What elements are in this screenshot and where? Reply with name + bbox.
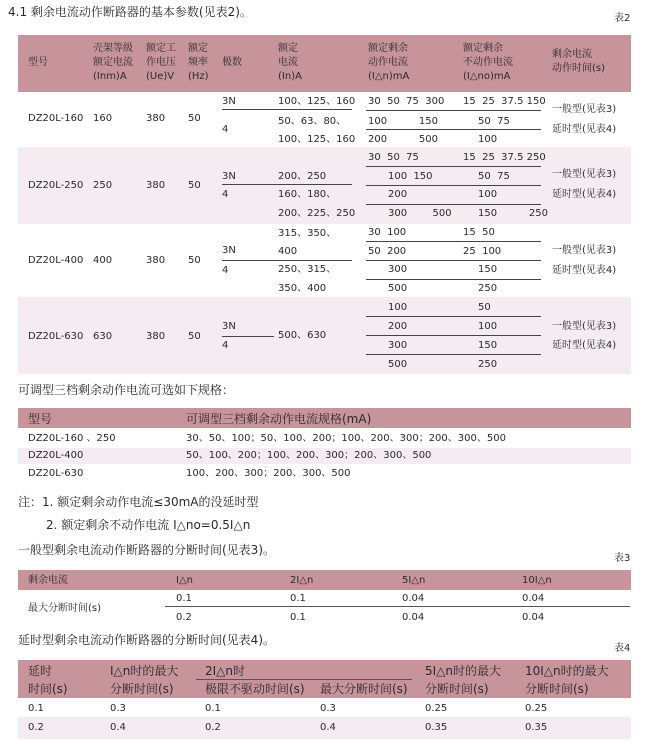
hdr-current-2: 电流 — [278, 57, 298, 68]
t4-cell: 0.35 — [425, 722, 448, 733]
cell-nonop: 100 — [478, 189, 498, 200]
cell-poles: 3N — [222, 96, 236, 107]
hdr-op-1: 额定剩余 — [368, 43, 408, 54]
cell-nonop: 15 25 37.5 150 — [463, 96, 546, 107]
cell-type: 延时型(见表4) — [552, 340, 617, 351]
t3-cell: 0.1 — [290, 612, 306, 623]
cell-op: 50 200 — [368, 246, 407, 257]
t3-hdr: 剩余电流 — [28, 575, 68, 586]
cell-frame: 630 — [93, 331, 113, 342]
cell-poles: 4 — [222, 124, 229, 135]
table4-label: 表4 — [614, 643, 631, 654]
cell-current: 315、350、 — [278, 228, 337, 239]
divider — [366, 166, 541, 167]
cell-nonop: 100 — [478, 134, 498, 145]
cell-op: 300 — [388, 340, 408, 351]
t3-cell: 0.1 — [176, 593, 192, 604]
hdr-voltage-1: 额定工 — [146, 43, 176, 54]
table4-title: 延时型剩余电流动作断路器的分断时间(见表4)。 — [18, 633, 275, 647]
cell-frame: 160 — [93, 113, 113, 124]
cell-voltage: 380 — [146, 113, 166, 124]
cell-op: 30 100 — [368, 227, 407, 238]
cell-op: 100 150 — [368, 116, 438, 127]
cell-type: 延时型(见表4) — [552, 124, 617, 135]
divider — [222, 109, 352, 110]
hdr-time-2: 动作时间(s) — [552, 63, 606, 74]
cell-current: 400 — [278, 246, 298, 257]
cell-current: 350、400 — [278, 283, 327, 294]
cell-voltage: 380 — [146, 180, 166, 191]
cell-nonop: 150 250 — [478, 208, 548, 219]
cell-poles: 4 — [222, 265, 229, 276]
divider — [366, 335, 541, 336]
t4-cell: 0.1 — [28, 703, 44, 714]
hdr-voltage-3: (Ue)V — [146, 71, 175, 82]
hdr-current-1: 额定 — [278, 43, 298, 54]
t4-cell: 0.2 — [28, 722, 44, 733]
hdr-freq-1: 额定 — [188, 43, 208, 54]
cell-poles: 4 — [222, 340, 229, 351]
cell-nonop: 15 50 — [463, 227, 495, 238]
hdr-frame-1: 壳架等级 — [93, 43, 133, 54]
cell-op: 100 150 — [388, 171, 433, 182]
cell-type: 一般型(见表3) — [552, 321, 617, 332]
t3-cell: 0.04 — [402, 612, 425, 623]
cell-voltage: 380 — [146, 331, 166, 342]
cell-nonop: 250 — [478, 359, 498, 370]
t3-cell: 0.1 — [290, 593, 306, 604]
divider — [366, 110, 541, 111]
cell-freq: 50 — [188, 113, 201, 124]
section-title: 4.1 剩余电流动作断路器的基本参数(见表2)。 — [8, 5, 252, 19]
adj-cell-spec: 100、200、300；200、300、500 — [186, 468, 351, 479]
hdr-time-1: 剩余电流 — [552, 49, 592, 60]
cell-nonop: 150 — [478, 340, 498, 351]
hdr-voltage-2: 作电压 — [146, 57, 176, 68]
t4-cell: 0.35 — [525, 722, 548, 733]
note-2: 2. 额定剩余不动作电流 I△no=0.5I△n — [46, 518, 251, 532]
t4-hdr: 时间(s) — [28, 682, 68, 696]
cell-nonop: 250 — [478, 283, 498, 294]
t4-cell: 0.25 — [525, 703, 548, 714]
divider — [366, 129, 541, 130]
t4-cell: 0.25 — [425, 703, 448, 714]
t3-cell: 0.2 — [176, 612, 192, 623]
t3-cell: 0.04 — [522, 612, 545, 623]
divider — [366, 185, 541, 186]
t3-row-label: 最大分断时间(s) — [28, 603, 102, 614]
cell-nonop: 25 100 — [463, 246, 502, 257]
divider — [222, 336, 274, 337]
cell-type: 一般型(见表3) — [552, 104, 617, 115]
t4-cell: 0.3 — [320, 703, 336, 714]
adjustable-intro: 可调型三档剩余动作电流可选如下规格： — [18, 383, 235, 397]
cell-voltage: 380 — [146, 255, 166, 266]
t3-cell: 0.04 — [522, 593, 545, 604]
cell-frame: 250 — [93, 180, 113, 191]
hdr-op-2: 动作电流 — [368, 57, 408, 68]
cell-model: DZ20L-250 — [28, 180, 84, 191]
hdr-frame-3: (Inm)A — [93, 71, 127, 82]
cell-nonop: 100 — [478, 321, 498, 332]
cell-current: 200、250 — [278, 171, 327, 182]
adj-cell-model: DZ20L-630 — [28, 468, 84, 479]
cell-freq: 50 — [188, 180, 201, 191]
t4-hdr: 最大分断时间(s) — [320, 682, 408, 696]
cell-current: 50、63、80、 — [278, 116, 347, 127]
hdr-current-3: (In)A — [278, 71, 302, 82]
cell-op: 500 — [388, 359, 408, 370]
cell-nonop: 15 25 37.5 250 — [463, 152, 546, 163]
hdr-model: 型号 — [28, 57, 48, 68]
hdr-freq-2: 频率 — [188, 57, 208, 68]
adj-cell-model: DZ20L-400 — [28, 450, 84, 461]
cell-nonop: 50 75 — [478, 116, 510, 127]
t4-cell: 0.4 — [110, 722, 126, 733]
cell-freq: 50 — [188, 331, 201, 342]
divider — [366, 279, 541, 280]
divider — [366, 260, 541, 261]
hdr-nonop-1: 额定剩余 — [463, 43, 503, 54]
t4-cell: 0.3 — [110, 703, 126, 714]
cell-type: 一般型(见表3) — [552, 245, 617, 256]
divider — [165, 606, 630, 607]
t4-hdr: I△n时的最大 — [110, 664, 179, 678]
cell-poles: 3N — [222, 245, 236, 256]
cell-current: 100、125、160 — [278, 96, 356, 107]
hdr-poles: 极数 — [222, 57, 242, 68]
t3-hdr: I△n — [176, 575, 193, 586]
cell-freq: 50 — [188, 255, 201, 266]
cell-poles: 3N — [222, 321, 236, 332]
cell-type: 延时型(见表4) — [552, 265, 617, 276]
cell-model: DZ20L-630 — [28, 331, 84, 342]
cell-op: 30 50 75 — [368, 152, 419, 163]
cell-type: 延时型(见表4) — [552, 189, 617, 200]
cell-nonop: 50 — [478, 302, 491, 313]
cell-op: 200 — [388, 189, 408, 200]
cell-frame: 400 — [93, 255, 113, 266]
t3-hdr: 5I△n — [402, 575, 426, 586]
cell-current: 500、630 — [278, 330, 327, 341]
t3-cell: 0.04 — [402, 593, 425, 604]
t4-hdr: 5I△n时的最大 — [425, 664, 502, 678]
adj-cell-model: DZ20L-160 、250 — [28, 433, 116, 444]
adj-cell-spec: 30、50、100；50、100、200；100、200、300；200、300、500 — [186, 433, 506, 444]
t4-hdr: 延时 — [28, 664, 53, 678]
t4-hdr: 分断时间(s) — [425, 682, 489, 696]
cell-op: 200 — [388, 321, 408, 332]
divider — [366, 241, 541, 242]
cell-model: DZ20L-400 — [28, 255, 84, 266]
hdr-frame-2: 额定电流 — [93, 57, 133, 68]
cell-nonop: 150 — [478, 264, 498, 275]
hdr-nonop-2: 不动作电流 — [463, 57, 513, 68]
divider — [366, 316, 541, 317]
hdr-nonop-3: (I△no)mA — [463, 71, 511, 82]
divider — [366, 204, 541, 205]
t4-hdr: 10I△n时的最大 — [525, 664, 609, 678]
cell-op: 200 500 — [368, 134, 438, 145]
t4-cell: 0.4 — [320, 722, 336, 733]
divider — [366, 354, 541, 355]
t4-hdr: 2I△n时 — [205, 664, 246, 678]
cell-op: 500 — [388, 283, 408, 294]
cell-type: 一般型(见表3) — [552, 169, 617, 180]
cell-current: 160、180、 — [278, 189, 337, 200]
cell-poles: 4 — [222, 189, 229, 200]
hdr-freq-3: (Hz) — [188, 71, 209, 82]
hdr-op-3: (I△n)mA — [368, 71, 410, 82]
cell-op: 30 50 75 300 — [368, 96, 445, 107]
cell-op: 100 — [388, 302, 408, 313]
t4-cell: 0.1 — [205, 703, 221, 714]
cell-op: 300 500 — [388, 208, 452, 219]
cell-poles: 3N — [222, 171, 236, 182]
t4-hdr: 分断时间(s) — [525, 682, 589, 696]
adj-hdr-model: 型号 — [28, 412, 53, 426]
divider — [196, 679, 412, 680]
adj-hdr-spec: 可调型三档剩余动作电流规格(mA) — [186, 412, 372, 426]
note-1: 注：1. 额定剩余动作电流≤30mA的没延时型 — [18, 495, 259, 509]
t3-hdr: 2I△n — [290, 575, 314, 586]
adj-cell-spec: 50、100、200；100、200、300；200、300、500 — [186, 450, 432, 461]
table3-label: 表3 — [614, 553, 631, 564]
table3-title: 一般型剩余电流动作断路器的分断时间(见表3)。 — [18, 543, 275, 557]
t4-hdr: 分断时间(s) — [110, 682, 174, 696]
cell-nonop: 50 75 — [478, 171, 510, 182]
t4-cell: 0.2 — [205, 722, 221, 733]
table2-label: 表2 — [614, 13, 631, 24]
t3-hdr: 10I△n — [522, 575, 552, 586]
divider — [222, 260, 352, 261]
cell-model: DZ20L-160 — [28, 113, 84, 124]
divider — [222, 184, 352, 185]
cell-current: 200、225、250 — [278, 208, 356, 219]
cell-current: 250、315、 — [278, 264, 337, 275]
t4-hdr: 极限不驱动时间(s) — [205, 682, 305, 696]
cell-op: 300 — [388, 264, 408, 275]
cell-current: 100、125、160 — [278, 134, 356, 145]
